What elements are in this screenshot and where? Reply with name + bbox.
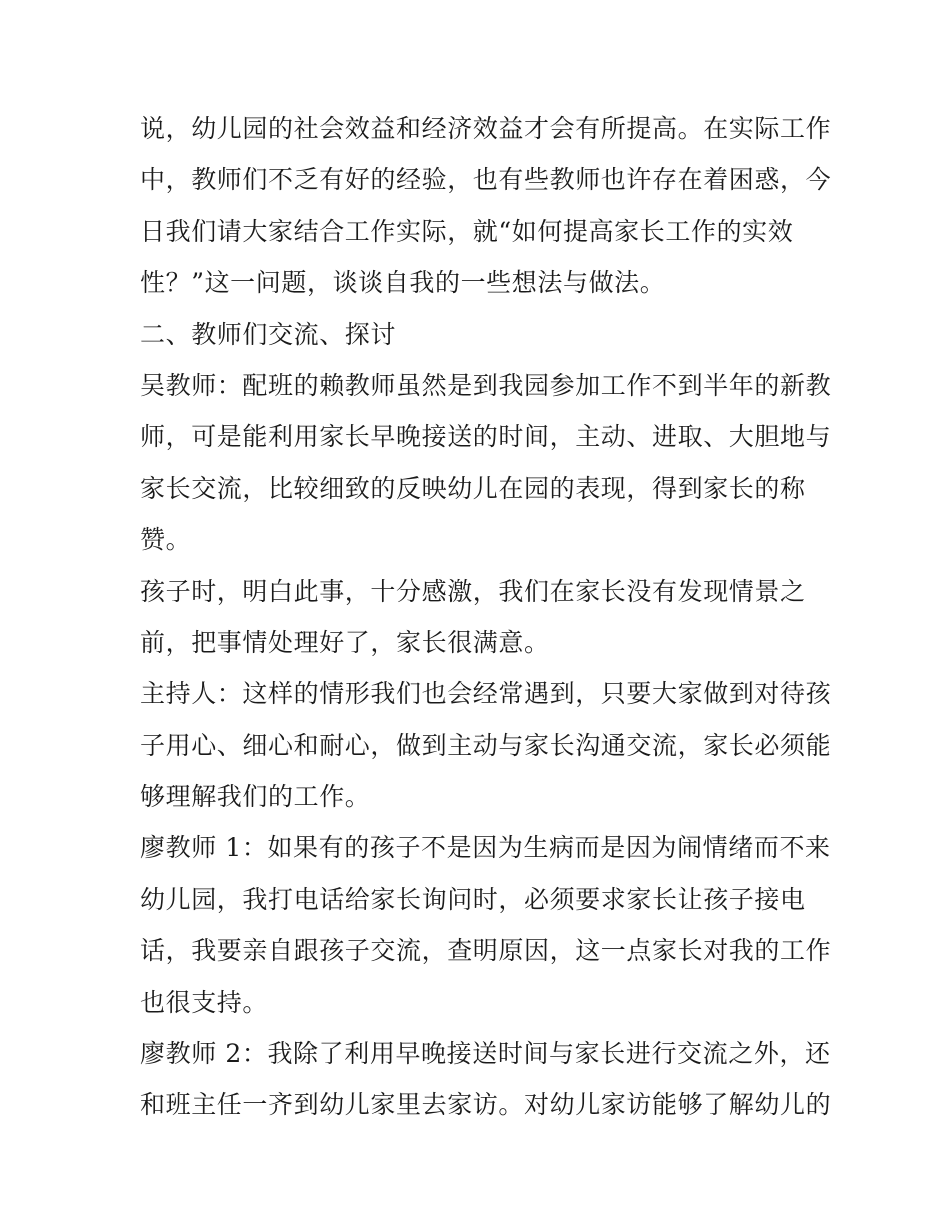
text-line: 和班主任一齐到幼儿家里去家访。对幼儿家访能够了解幼儿的 bbox=[140, 1090, 832, 1120]
text-line: 孩子时，明白此事，十分感激，我们在家长没有发现情景之 bbox=[140, 576, 806, 606]
text-line: 赞。 bbox=[140, 525, 192, 555]
paragraph-host-remark bbox=[140, 668, 832, 822]
text-line: 够理解我们的工作。 bbox=[140, 782, 371, 812]
heading-line: 二、教师们交流、探讨 bbox=[140, 319, 397, 349]
text-line: 主持人：这样的情形我们也会经常遇到，只要大家做到对待孩 bbox=[140, 679, 832, 709]
text-line: 吴教师：配班的赖教师虽然是到我园参加工作不到半年的新教 bbox=[140, 370, 832, 400]
text-line: 说，幼儿园的社会效益和经济效益才会有所提高。在实际工作 bbox=[140, 114, 832, 143]
document-body bbox=[140, 103, 832, 1131]
section-heading bbox=[140, 309, 820, 360]
text-line: 前，把事情处理好了，家长很满意。 bbox=[140, 627, 550, 657]
text-line: 幼儿园，我打电话给家长询问时，必须要求家长让孩子接电 bbox=[140, 884, 806, 914]
paragraph-teacher-liao-2 bbox=[140, 1028, 832, 1131]
paragraph-child-story bbox=[140, 566, 820, 669]
text-line: 性？”这一问题，谈谈自我的一些想法与做法。 bbox=[140, 268, 666, 298]
text-line: 师，可是能利用家长早晚接送的时间，主动、进取、大胆地与 bbox=[140, 422, 832, 452]
text-line: 中，教师们不乏有好的经验，也有些教师也许存在着困惑，今 bbox=[140, 165, 832, 195]
text-line: 家长交流，比较细致的反映幼儿在园的表现，得到家长的称 bbox=[140, 473, 806, 503]
text-line: 廖教师 1：如果有的孩子不是因为生病而是因为闹情绪而不来 bbox=[140, 833, 831, 863]
paragraph-teacher-liao-1 bbox=[140, 822, 832, 1028]
paragraph-teacher-wu bbox=[140, 360, 832, 566]
text-line: 廖教师 2：我除了利用早晚接送时间与家长进行交流之外，还 bbox=[140, 1039, 831, 1069]
text-line: 话，我要亲自跟孩子交流，查明原因，这一点家长对我的工作 bbox=[140, 936, 832, 966]
text-line: 日我们请大家结合工作实际，就“如何提高家长工作的实效 bbox=[140, 216, 794, 246]
text-line: 也很支持。 bbox=[140, 987, 269, 1017]
text-line: 子用心、细心和耐心，做到主动与家长沟通交流，家长必须能 bbox=[140, 730, 832, 760]
paragraph-intro-continued bbox=[140, 103, 832, 309]
